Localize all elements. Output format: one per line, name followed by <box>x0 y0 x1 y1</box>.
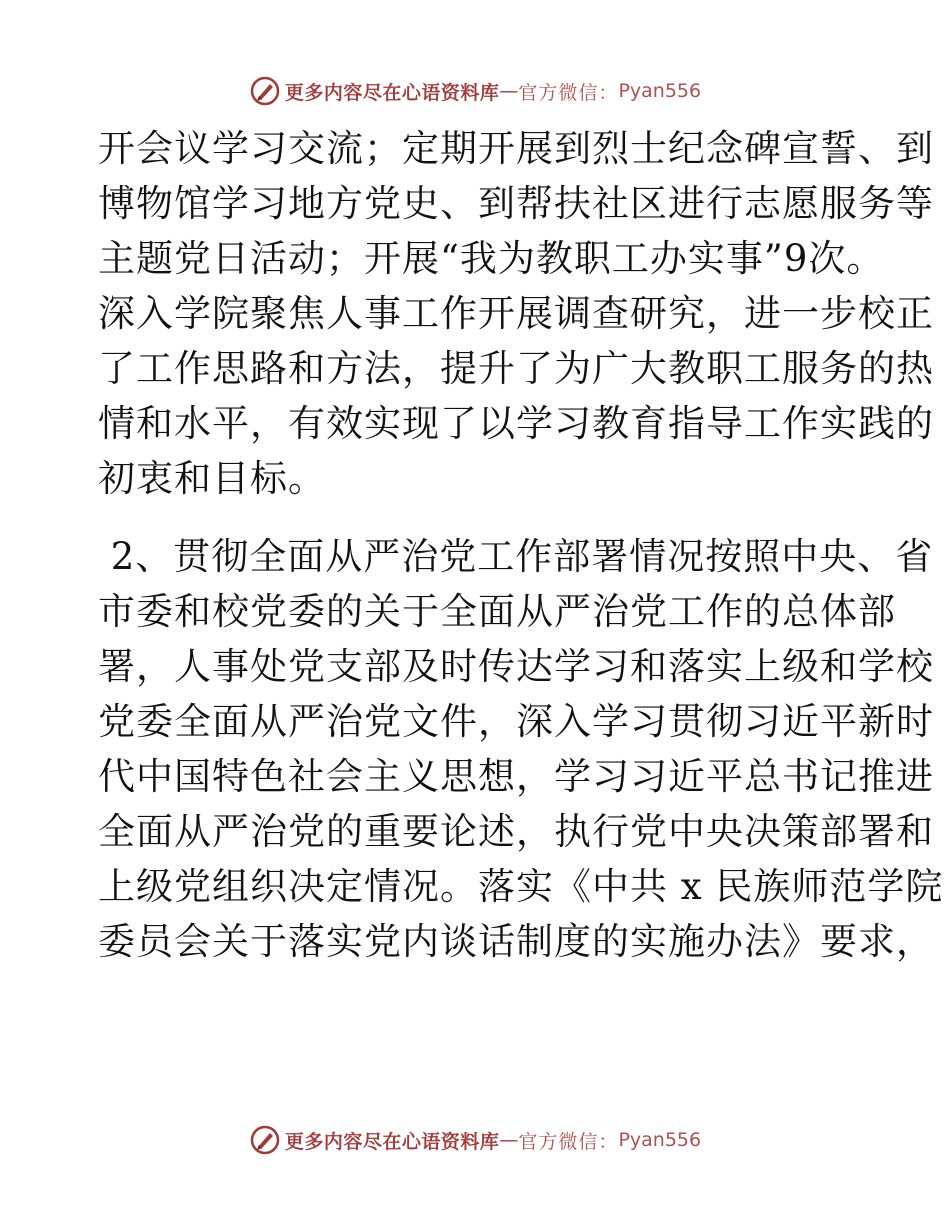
text-line: 上级党组织决定情况。落实《中共 x 民族师范学院 <box>98 865 944 908</box>
text-line: 党委全面从严治党文件，深入学习贯彻习近平新时 <box>98 700 934 743</box>
text-line: 初衷和目标。 <box>98 457 326 500</box>
text-line: 了工作思路和方法，提升了为广大教职工服务的热 <box>98 347 934 390</box>
text-line: 全面从严治党的重要论述，执行党中央决策部署和 <box>98 810 934 853</box>
text-line: 开会议学习交流；定期开展到烈士纪念碑宣誓、到 <box>98 127 934 170</box>
text-line: 委员会关于落实党内谈话制度的实施办法》要求， <box>98 920 934 963</box>
text-line: 市委和校党委的关于全面从严治党工作的总体部 <box>98 590 896 633</box>
watermark-site-text: 更多内容尽在心语资料库 <box>284 1130 500 1153</box>
watermark-site-text: 更多内容尽在心语资料库 <box>284 81 500 104</box>
paragraph-2 <box>98 529 944 969</box>
text-line: 博物馆学习地方党史、到帮扶社区进行志愿服务等 <box>98 182 934 225</box>
pen-logo-icon <box>249 75 281 107</box>
watermark-wechat-label: 官方微信： <box>518 1130 619 1153</box>
text-line: 代中国特色社会主义思想，学习习近平总书记推进 <box>98 755 934 798</box>
pen-logo-icon <box>249 1124 281 1156</box>
footer-watermark <box>0 1120 950 1160</box>
text-line: 署，人事处党支部及时传达学习和落实上级和学校 <box>98 645 934 688</box>
header-watermark <box>0 71 950 111</box>
watermark-wechat-id: Pyan556 <box>618 80 702 102</box>
watermark-wechat-label: 官方微信： <box>518 81 619 104</box>
text-line: 主题党日活动；开展“我为教职工办实事”9次。 <box>98 237 885 280</box>
watermark-wechat-id: Pyan556 <box>618 1129 702 1151</box>
text-line: 深入学院聚焦人事工作开展调查研究，进一步校正 <box>98 292 934 335</box>
watermark-separator: — <box>499 80 519 102</box>
document-body <box>98 121 944 969</box>
watermark-separator: — <box>499 1129 519 1151</box>
text-line: 情和水平，有效实现了以学习教育指导工作实践的 <box>98 402 934 445</box>
text-line: 2、贯彻全面从严治党工作部署情况按照中央、省 <box>98 535 934 578</box>
paragraph-1 <box>98 121 934 506</box>
